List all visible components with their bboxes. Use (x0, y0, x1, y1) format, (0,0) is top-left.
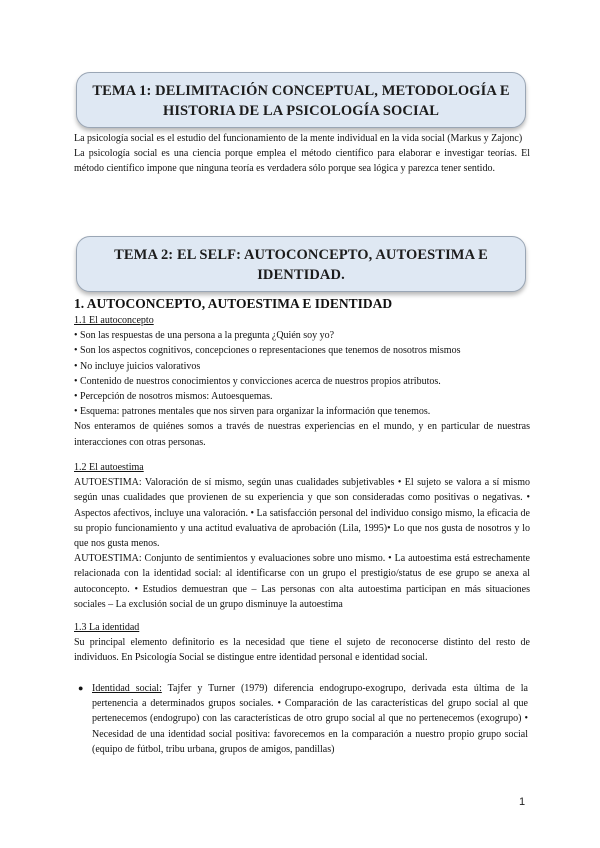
tema2-title-box (76, 236, 526, 292)
autoestima-title: 1.2 El autoestima (74, 462, 144, 473)
list-item: • Son las respuestas de una persona a la pregunta ¿Quién soy yo? (74, 330, 335, 342)
list-item: • Percepción de nosotros mismos: Autoesquemas. (74, 391, 273, 403)
identidad-title: 1.3 La identidad (74, 622, 140, 633)
list-item: • Esquema: patrones mentales que nos sirven para organizar la información que tenemos. (74, 406, 431, 418)
autoconcepto-section (74, 313, 530, 450)
list-item: • No incluye juicios valorativos (74, 360, 201, 372)
autoestima-paragraph-1: AUTOESTIMA: Valoración de sí mismo, según unas cualidades subjetivables • El sujeto se valora a sí mismo según unas cualidades que provienen de su experiencia y que son consideradas como positivas o negativas. • Aspectos afectivos, incluye una valoración. • La satisfacción personal del individuo consigo mismo, la eficacia de su propio funcionamiento y una actitud evaluativa de aprobación (Lila, 1995)• Lo que nos gusta de nosotros y lo que nos gusta menos. (74, 477, 530, 550)
identidad-paragraph: Su principal elemento definitorio es la necesidad que tiene el sujeto de reconocerse distinto del resto de individuos. En Psicología Social se distingue entre identidad personal e identidad social. (74, 637, 530, 664)
identidad-section (74, 620, 530, 666)
identidad-social-text: Tajfer y Turner (1979) diferencia endogrupo-exogrupo, derivada esta última de la pertenencia a determinados grupos sociales. • Comparación de las características del grupo social al que pertenecemos (endogrupo) con las características de otro grupo social al que no pertenecemos (exogrupo) • Necesidad de una identidad social positiva: favorecemos en la comparación a nuestro propio grupo social (equipo de fútbol, tribu urbana, grupos de amigos, pandillas) (92, 683, 528, 755)
tema2-title-line1: TEMA 2: EL SELF: AUTOCONCEPTO, AUTOESTIMA E (114, 247, 488, 263)
page-number: 1 (519, 796, 526, 808)
tema1-paragraph: La psicología social es una ciencia porque emplea el método científico para elaborar e investigar teorías. El método científico impone que ninguna teoría es verdadera sólo porque sea lógica y parezca tener sentido. (74, 148, 530, 175)
autoconcepto-closing: Nos enteramos de quiénes somos a través de nuestras experiencias en el mundo, y en particular de nuestras interacciones con otras personas. (74, 421, 530, 448)
tema1-body (74, 131, 530, 177)
tema1-title-box (76, 72, 526, 128)
autoestima-paragraph-2: AUTOESTIMA: Conjunto de sentimientos y evaluaciones sobre uno mismo. • La autoestima está estrechamente relacionada con la identidad social: al identificarse con un grupo el prestigio/status de ese grupo se anexa al autoconcepto. • Estudios demuestran que – Las personas con alta autoestima participan en más situaciones sociales – La exclusión social de un grupo disminuye la autoestima (74, 553, 530, 610)
autoestima-section (74, 460, 530, 612)
bullet-dot-icon: ● (78, 683, 84, 693)
identidad-social-bullet (78, 681, 528, 757)
list-item: • Contenido de nuestros conocimientos y convicciones acerca de nuestros propios atributos. (74, 375, 441, 387)
tema2-title-line2: IDENTIDAD. (257, 267, 345, 283)
tema1-paragraph: La psicología social es el estudio del funcionamiento de la mente individual en la vida social (Markus y Zajonc) (74, 133, 523, 144)
autoconcepto-title: 1.1 El autoconcepto (74, 315, 154, 326)
section1-heading: 1. AUTOCONCEPTO, AUTOESTIMA E IDENTIDAD (74, 296, 393, 311)
tema1-title-line1: TEMA 1: DELIMITACIÓN CONCEPTUAL, METODOLOGÍA E (92, 83, 510, 99)
tema1-title-line2: HISTORIA DE LA PSICOLOGÍA SOCIAL (162, 103, 440, 119)
identidad-social-label: Identidad social: (92, 683, 162, 694)
list-item: • Son los aspectos cognitivos, concepciones o representaciones que tenemos de nosotros mismos (74, 345, 461, 357)
